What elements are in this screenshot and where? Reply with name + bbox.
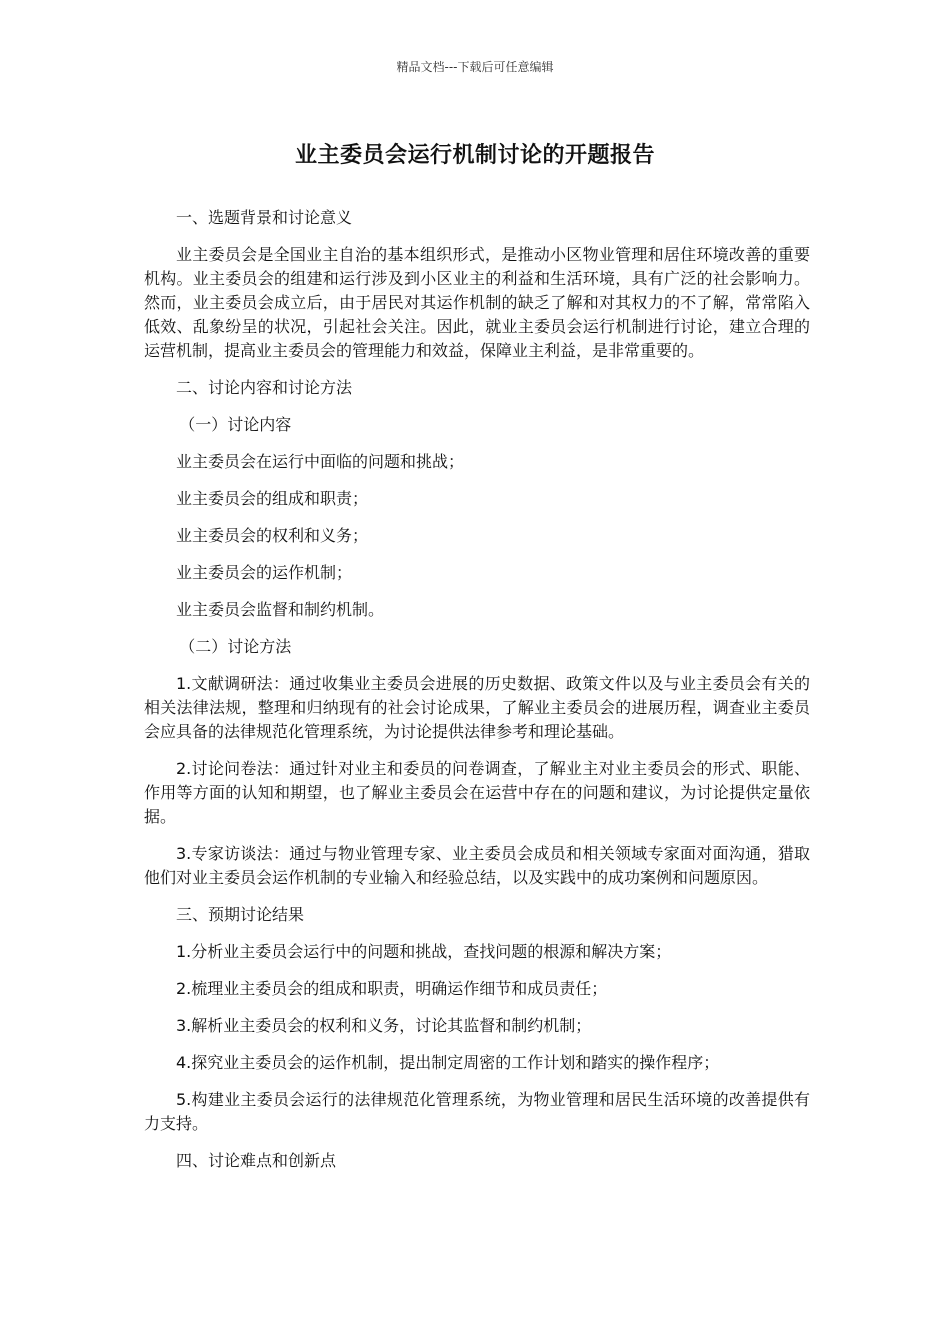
section-1-heading: 一、选题背景和讨论意义 [176, 208, 353, 227]
research-content-item: 业主委员会在运行中面临的问题和挑战； [176, 452, 465, 471]
expected-result-item: 1.分析业主委员会运行中的问题和挑战，查找问题的根源和解决方案； [176, 942, 672, 961]
section-4-heading: 四、讨论难点和创新点 [176, 1151, 337, 1170]
research-content-item: 业主委员会监督和制约机制。 [176, 600, 385, 619]
section-1-paragraph: 业主委员会是全国业主自治的基本组织形式，是推动小区物业管理和居住环境改善的重要机构。业主委员会的组建和运行涉及到小区业主的利益和生活环境，具有广泛的社会影响力。然而，业主委员会成立后，由于居民对其运作机制的缺乏了解和对其权力的不了解，常常陷入低效、乱象纷呈的状况，引起社会关注。因此，就业主委员会运行机制进行讨论，建立合理的运营机制，提高业主委员会的管理能力和效益，保障业主利益，是非常重要的。 [144, 245, 810, 360]
expected-result-item: 2.梳理业主委员会的组成和职责，明确运作细节和成员责任； [176, 979, 608, 998]
document-title: 业主委员会运行机制讨论的开题报告 [294, 143, 655, 168]
section-2-sub-1-heading: （一）讨论内容 [179, 415, 292, 434]
research-method-item: 1.文献调研法：通过收集业主委员会进展的历史数据、政策文件以及与业主委员会有关的相关法律法规，整理和归纳现有的社会讨论成果，了解业主委员会的进展历程，调查业主委员会应具备的法律规范化管理系统，为讨论提供法律参考和理论基础。 [144, 674, 810, 741]
expected-result-item: 4.探究业主委员会的运作机制，提出制定周密的工作计划和踏实的操作程序； [176, 1053, 720, 1072]
research-method-item: 3.专家访谈法：通过与物业管理专家、业主委员会成员和相关领域专家面对面沟通，猎取他们对业主委员会运作机制的专业输入和经验总结，以及实践中的成功案例和问题原因。 [144, 844, 810, 887]
document-body [144, 206, 810, 1186]
research-content-item: 业主委员会的组成和职责； [176, 489, 369, 508]
expected-result-item: 5.构建业主委员会运行的法律规范化管理系统，为物业管理和居民生活环境的改善提供有力支持。 [144, 1090, 810, 1133]
research-content-item: 业主委员会的运作机制； [176, 563, 353, 582]
header-note: 精品文档---下载后可任意编辑 [396, 60, 554, 74]
section-2-heading: 二、讨论内容和讨论方法 [176, 378, 353, 397]
research-content-item: 业主委员会的权利和义务； [176, 526, 369, 545]
research-method-item: 2.讨论问卷法：通过针对业主和委员的问卷调查，了解业主对业主委员会的形式、职能、作用等方面的认知和期望，也了解业主委员会在运营中存在的问题和建议，为讨论提供定量依据。 [144, 759, 810, 826]
section-3-heading: 三、预期讨论结果 [176, 905, 305, 924]
expected-result-item: 3.解析业主委员会的权利和义务，讨论其监督和制约机制； [176, 1016, 592, 1035]
section-2-sub-2-heading: （二）讨论方法 [179, 637, 292, 656]
